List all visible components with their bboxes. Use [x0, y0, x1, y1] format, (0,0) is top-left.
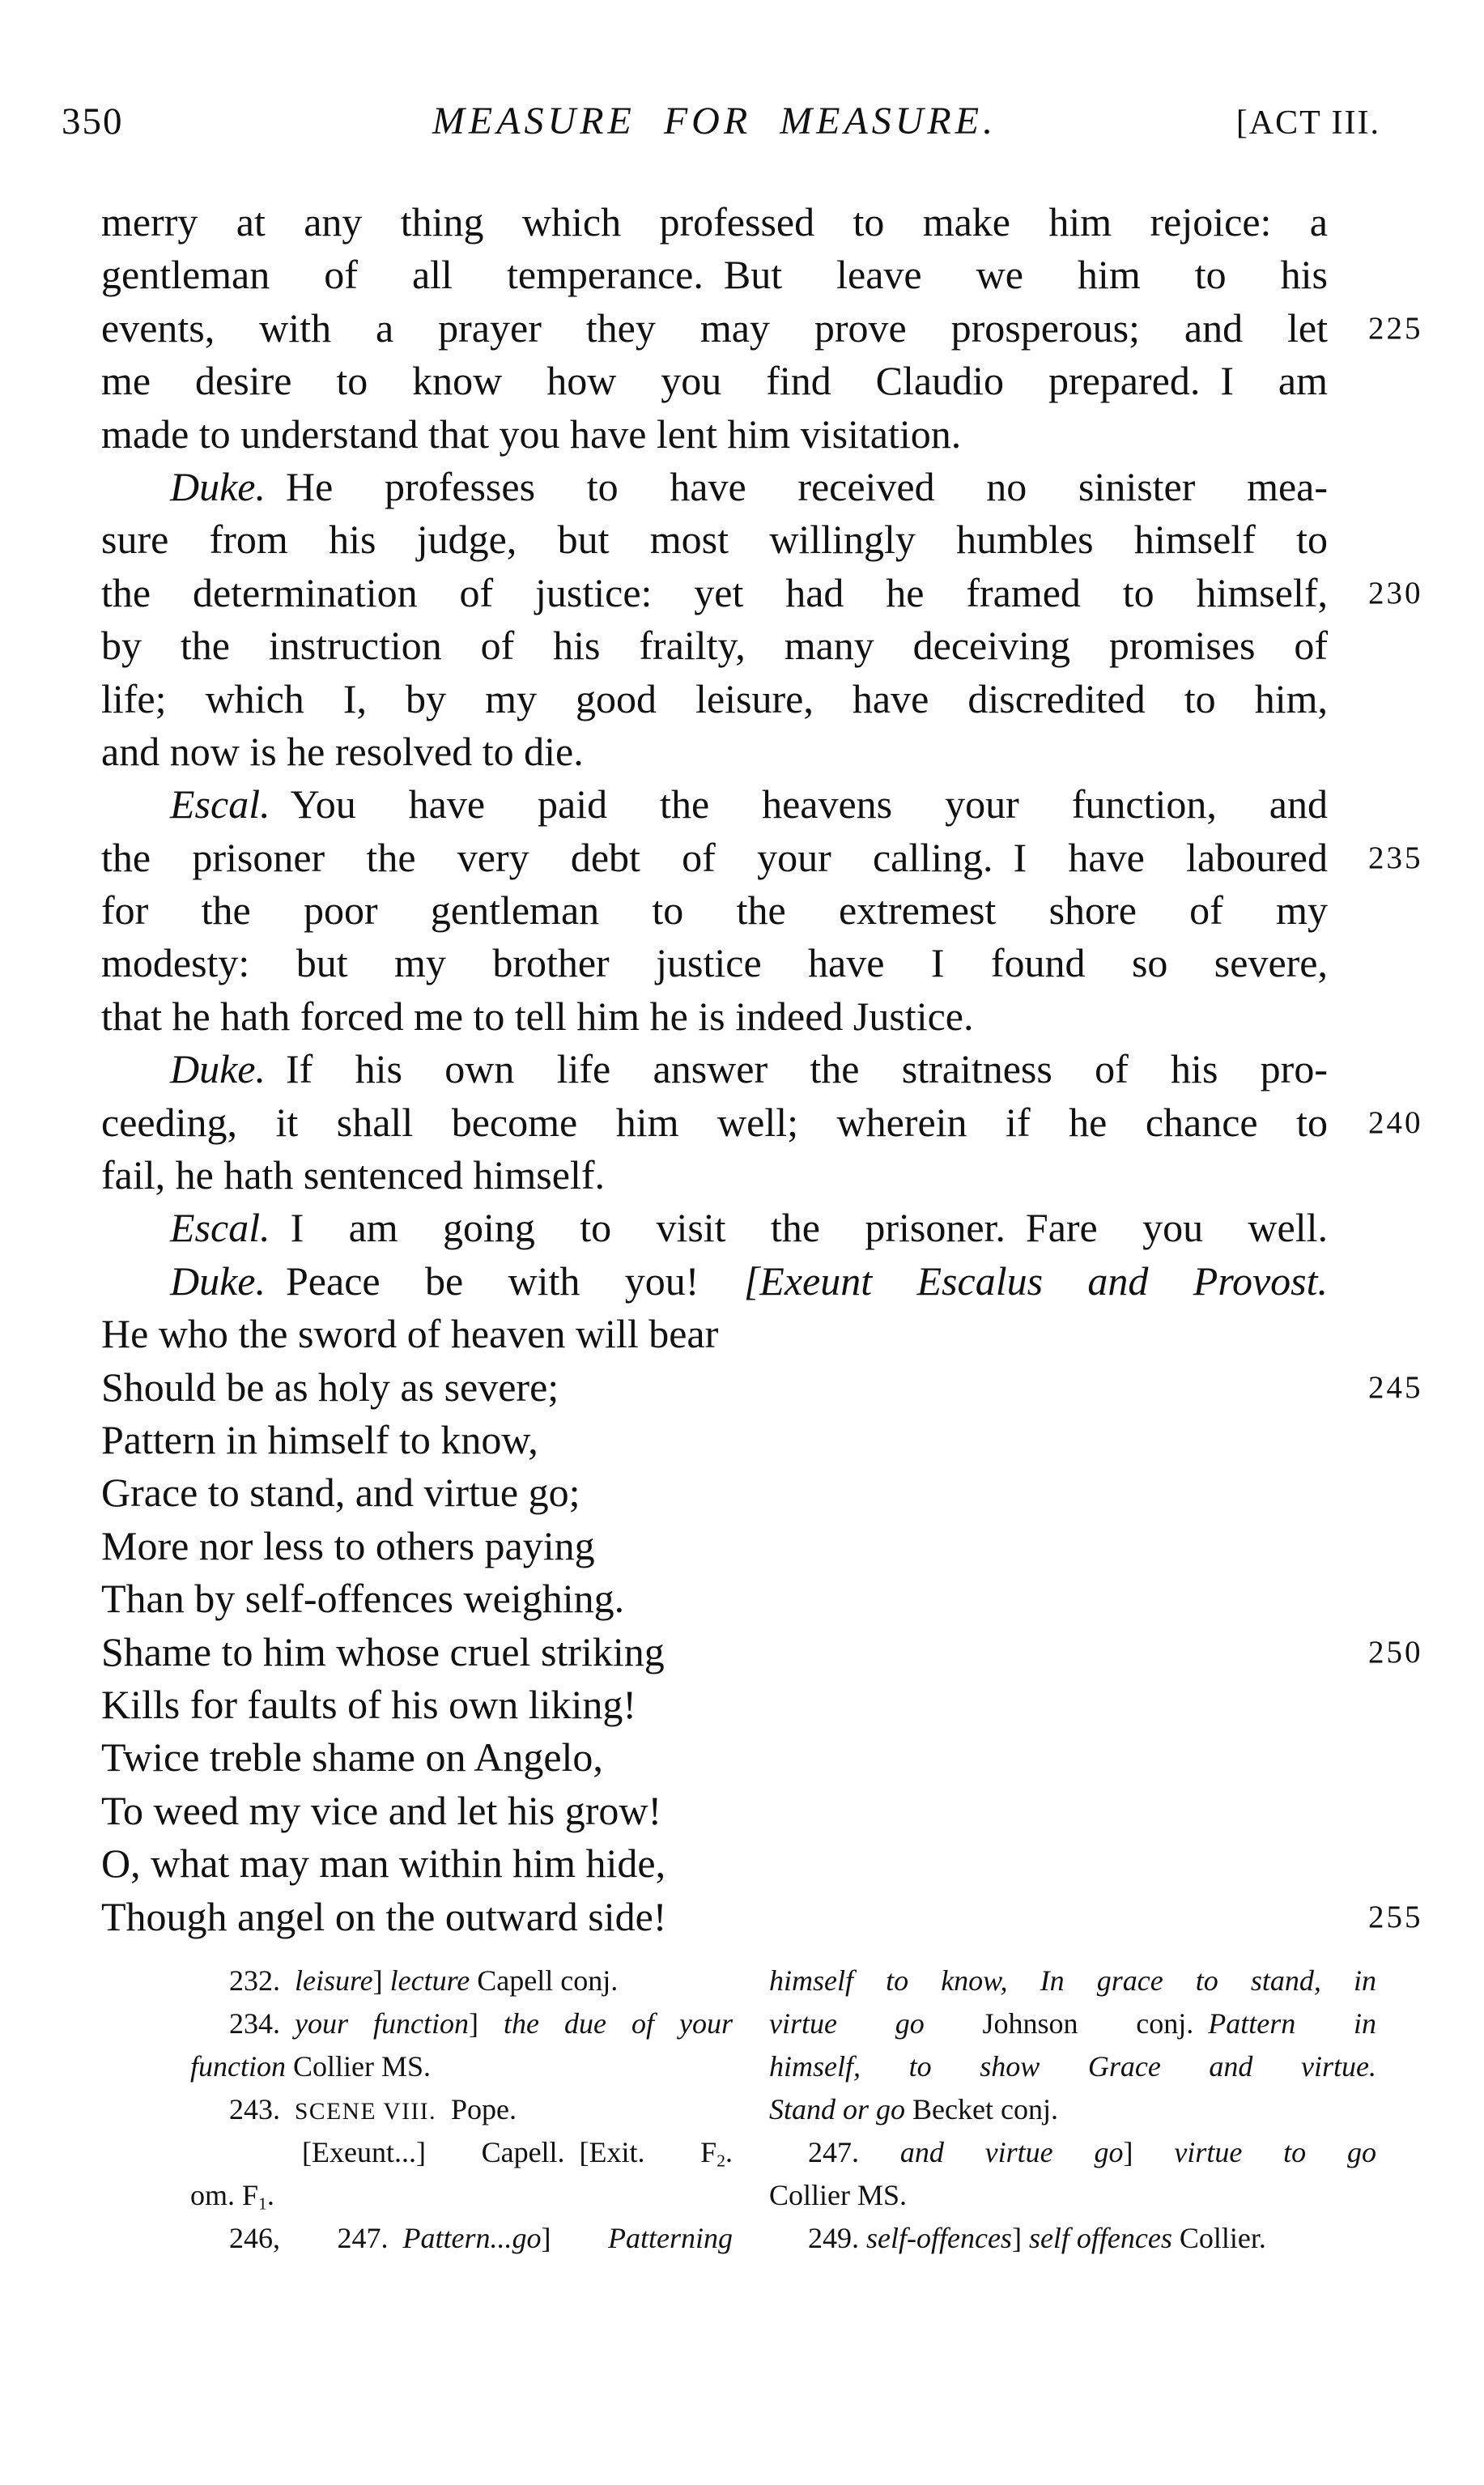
text-segment: Shame to him whose cruel striking: [101, 1628, 665, 1674]
page-number: 350: [62, 100, 124, 143]
text-segment: himself to know, In grace to stand, in: [769, 1964, 1376, 1997]
text-line: [101, 1308, 1328, 1360]
text-segment: O, what may man within him hide,: [101, 1840, 666, 1887]
text-segment: He who the sword of heaven will bear: [101, 1311, 719, 1357]
text-segment: 2: [716, 2151, 725, 2171]
text-segment: He professes to have received no sinister mea-: [266, 463, 1328, 509]
text-line: [101, 355, 1328, 407]
text-segment: You have paid the heavens your function, and: [270, 781, 1328, 828]
text-segment: Patterning: [608, 2222, 733, 2254]
text-segment: himself, to show Grace and virtue.: [769, 2050, 1376, 2083]
text-segment: Becket conj.: [905, 2093, 1058, 2125]
text-segment: ]: [469, 2007, 504, 2040]
text-line: [101, 726, 1328, 778]
footnote-line: [769, 1959, 1376, 2002]
footnote-line: [769, 2045, 1376, 2088]
text-segment: More nor less to others paying: [101, 1522, 595, 1568]
text-segment: self-offences: [866, 2222, 1012, 2254]
text-segment: events, with a prayer they may prove prosperous; and let: [101, 304, 1328, 351]
verse-line-number: 225: [1368, 310, 1423, 346]
text-segment: your function: [295, 2007, 469, 2040]
text-line: [101, 1520, 1328, 1572]
text-segment: me desire to know how you find Claudio prepared. I am: [101, 358, 1328, 404]
text-segment: fail, he hath sentenced himself.: [101, 1152, 605, 1198]
text-segment: If his own life answer the straitness of his pro-: [266, 1046, 1328, 1092]
text-segment: made to understand that you have lent him visitation.: [101, 411, 962, 457]
text-segment: Should be as holy as severe;: [101, 1364, 559, 1410]
text-line: [101, 673, 1328, 726]
text-segment: .: [725, 2136, 733, 2168]
text-line: [101, 1149, 1328, 1202]
text-segment: Than by self-offences weighing.: [101, 1576, 625, 1622]
text-segment: Peace be with you!: [266, 1257, 744, 1304]
text-line: [101, 832, 1423, 884]
footnote-line: [769, 2088, 1376, 2131]
footnote-column-right: [769, 1959, 1376, 2260]
text-line: [101, 513, 1328, 566]
text-line: [101, 302, 1423, 355]
text-segment: by the instruction of his frailty, many deceiving promises of: [101, 623, 1328, 669]
text-segment: Pattern in: [1208, 2007, 1376, 2040]
verse-line-number: 250: [1368, 1634, 1423, 1670]
text-line: [101, 1255, 1328, 1308]
text-segment: 234.: [229, 2007, 295, 2040]
text-line: [101, 990, 1328, 1043]
footnote-line: [190, 2131, 733, 2174]
text-segment: ]: [541, 2222, 609, 2254]
footnote-line: [190, 2002, 733, 2045]
text-segment: self offences: [1028, 2222, 1172, 2254]
text-segment: the determination of justice: yet had he framed to himself,: [101, 569, 1328, 615]
text-segment: [Exeunt...] Capell. [Exit. F: [302, 2136, 717, 2168]
text-segment: and virtue go: [899, 2136, 1124, 2168]
text-segment: modesty: but my brother justice have I found so severe,: [101, 940, 1328, 986]
footnote-line: [190, 2217, 733, 2260]
play-text-block: [101, 196, 1423, 1943]
text-line: [101, 1785, 1328, 1837]
text-segment: Stand or go: [769, 2093, 906, 2125]
text-segment: Kills for faults of his own liking!: [101, 1681, 637, 1727]
footnote-line: [190, 2045, 733, 2088]
text-line: [101, 619, 1328, 672]
text-segment: .: [266, 2179, 274, 2211]
text-line: [101, 1466, 1328, 1519]
text-segment: Collier MS.: [285, 2050, 431, 2083]
text-segment: gentleman of all temperance. But leave we him to his: [101, 252, 1328, 298]
text-segment: that he hath forced me to tell him he is indeed Justice.: [101, 993, 974, 1039]
text-line: [101, 1731, 1328, 1784]
text-segment: Pope.: [436, 2093, 517, 2125]
text-segment: Duke.: [170, 1257, 266, 1304]
verse-line-number: 240: [1368, 1104, 1423, 1140]
text-line: [101, 937, 1328, 989]
footnote-line: [769, 2217, 1376, 2260]
text-segment: virtue to go: [1174, 2136, 1376, 2168]
text-segment: leisure: [295, 1964, 373, 1997]
text-segment: ]: [372, 1964, 390, 1997]
text-segment: virtue go: [769, 2007, 925, 2040]
text-segment: ceeding, it shall become him well; wherein if he chance to: [101, 1099, 1328, 1145]
text-segment: Pattern...go: [402, 2222, 542, 2254]
text-segment: om. F: [190, 2179, 259, 2211]
text-segment: 249.: [808, 2222, 866, 2254]
text-segment: [Exeunt Escalus and Provost.: [743, 1257, 1328, 1304]
text-segment: the prisoner the very debt of your calling. I have laboured: [101, 834, 1328, 880]
text-line: [101, 1414, 1328, 1466]
text-line: [101, 1202, 1328, 1254]
text-segment: Johnson conj.: [924, 2007, 1209, 2040]
text-segment: the due of your: [504, 2007, 733, 2040]
text-line: [101, 196, 1328, 249]
text-line: [101, 1361, 1423, 1414]
text-line: [101, 778, 1328, 831]
text-line: [101, 1891, 1423, 1943]
text-segment: Grace to stand, and virtue go;: [101, 1470, 580, 1516]
footnote-line: [769, 2131, 1376, 2174]
text-segment: 232.: [229, 1964, 295, 1997]
text-segment: merry at any thing which professed to make him rejoice: a: [101, 199, 1328, 245]
text-segment: function: [190, 2050, 286, 2083]
verse-line-number: 235: [1368, 840, 1423, 875]
footnote-line: [190, 1959, 733, 2002]
text-segment: lecture: [389, 1964, 470, 1997]
footnote-column-left: [190, 1959, 733, 2260]
text-segment: life; which I, by my good leisure, have discredited to him,: [101, 675, 1328, 721]
text-segment: 246, 247.: [229, 2222, 403, 2254]
text-segment: Pattern in himself to know,: [101, 1416, 538, 1462]
text-segment: Collier MS.: [769, 2179, 908, 2211]
text-segment: Collier.: [1171, 2222, 1266, 2254]
footnote-line: [190, 2088, 733, 2131]
text-segment: 1: [258, 2194, 267, 2214]
footnote-line: [769, 2002, 1376, 2045]
verse-line-number: 230: [1368, 575, 1423, 611]
text-line: [101, 1096, 1423, 1149]
text-line: [101, 1679, 1328, 1731]
text-segment: Duke.: [170, 1046, 266, 1092]
text-segment: and now is he resolved to die.: [101, 728, 584, 774]
text-segment: ]: [1011, 2222, 1029, 2254]
text-line: [101, 1043, 1328, 1096]
text-segment: sure from his judge, but most willingly humbles himself to: [101, 517, 1328, 563]
text-segment: for the poor gentleman to the extremest shore of my: [101, 887, 1328, 934]
act-label: [ACT III.: [1235, 104, 1380, 142]
text-line: [101, 249, 1328, 301]
text-line: [101, 1837, 1328, 1890]
running-title: MEASURE FOR MEASURE.: [432, 100, 997, 143]
text-segment: I am going to visit the prisoner. Fare you well.: [270, 1205, 1328, 1251]
text-line: [101, 884, 1328, 937]
text-segment: Capell conj.: [470, 1964, 619, 1997]
text-line: [101, 461, 1328, 513]
text-line: [101, 567, 1423, 619]
text-segment: SCENE VIII.: [295, 2099, 437, 2125]
footnote-line: [769, 2174, 1376, 2217]
verse-line-number: 245: [1368, 1369, 1423, 1405]
text-line: [101, 1626, 1423, 1679]
text-segment: Though angel on the outward side!: [101, 1893, 667, 1939]
text-segment: Duke.: [170, 463, 266, 509]
text-segment: Twice treble shame on Angelo,: [101, 1734, 603, 1781]
text-segment: ]: [1123, 2136, 1175, 2168]
verse-line-number: 255: [1368, 1899, 1423, 1934]
text-segment: 243.: [229, 2093, 295, 2125]
running-head: [0, 97, 1484, 149]
text-line: [101, 1572, 1328, 1625]
footnote-line: [190, 2174, 733, 2217]
text-segment: Escal.: [170, 1205, 270, 1251]
text-segment: Escal.: [170, 781, 270, 828]
text-segment: 247.: [808, 2136, 900, 2168]
text-segment: To weed my vice and let his grow!: [101, 1787, 662, 1833]
text-line: [101, 408, 1328, 461]
